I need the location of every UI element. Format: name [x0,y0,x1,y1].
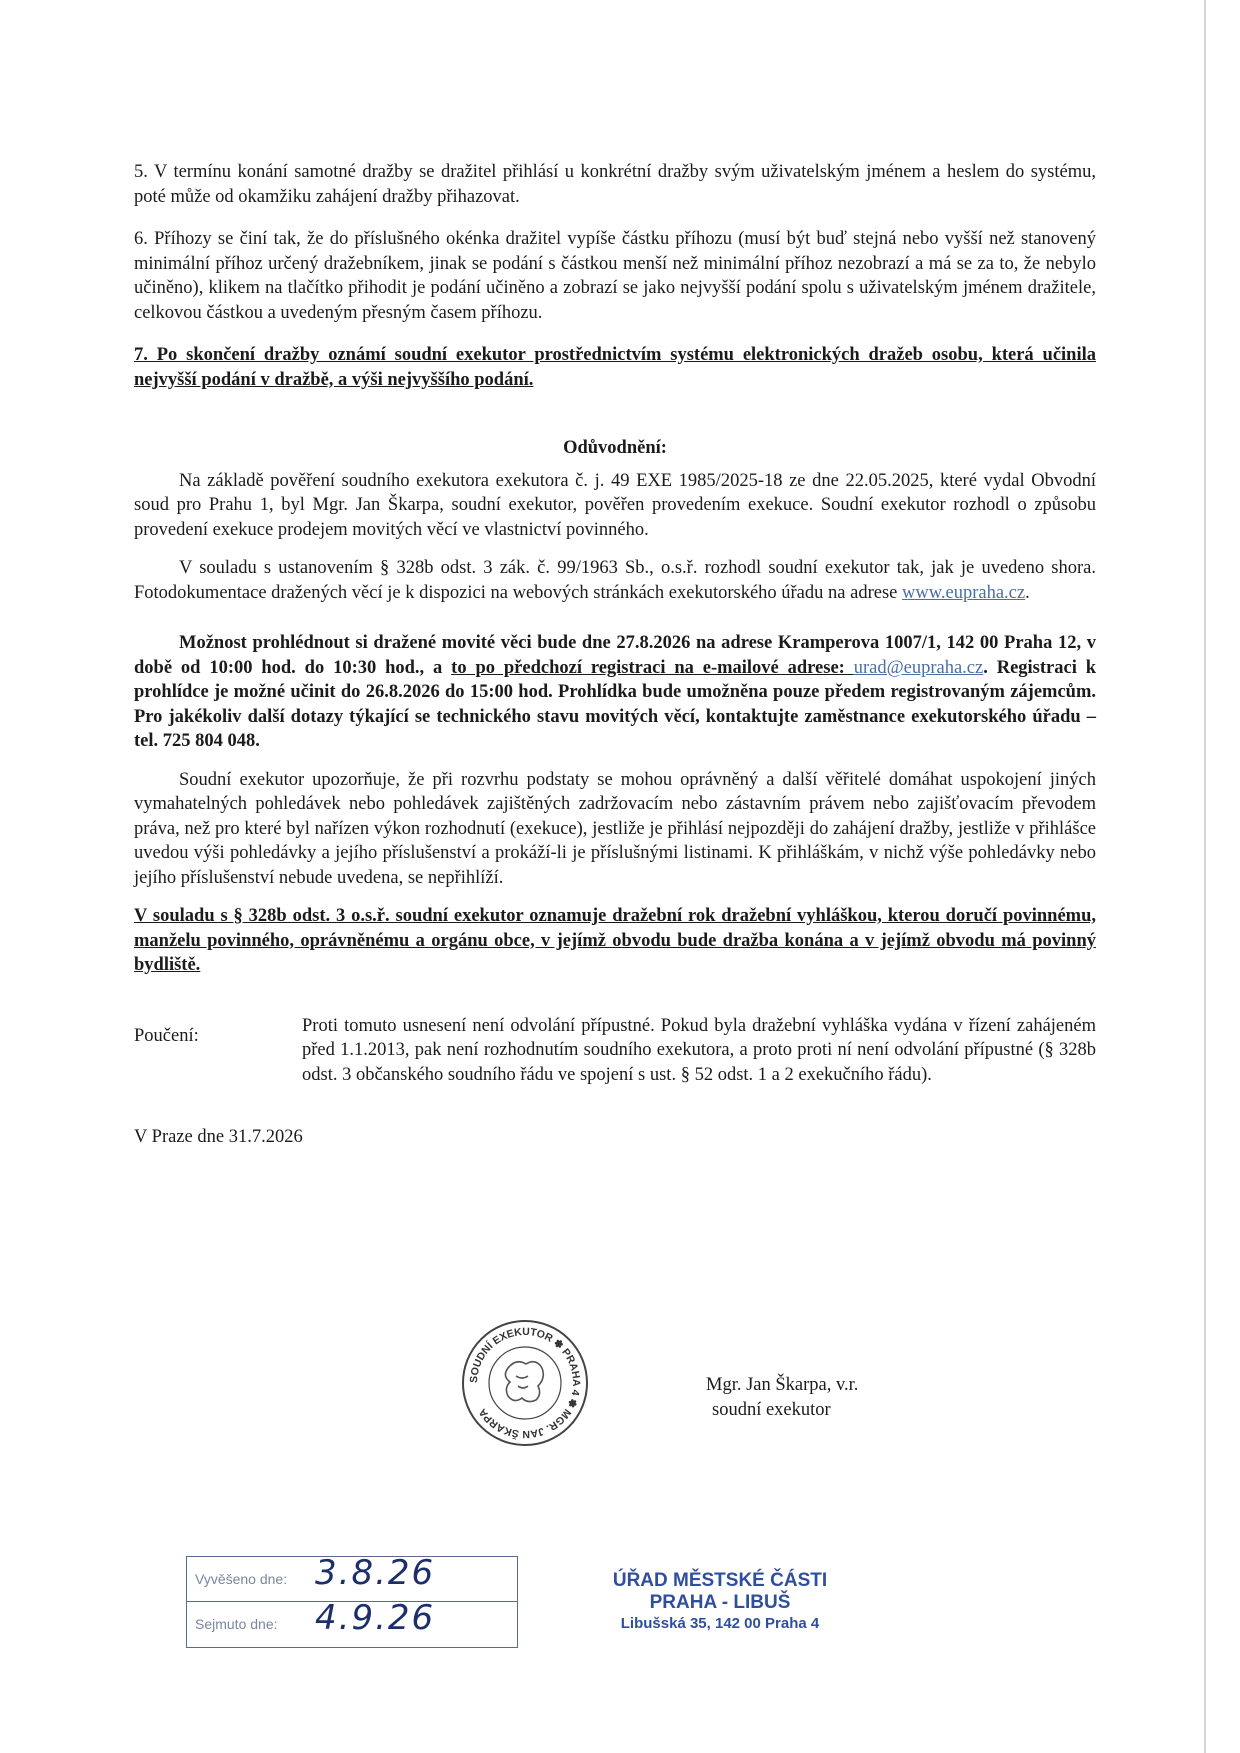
lion-emblem-icon [505,1362,543,1402]
posting-stamp [186,1553,518,1648]
creditors-paragraph: Soudní exekutor upozorňuje, že při rozvrhu podstaty se mohou oprávněný a další věřitelé domáhat uspokojení jiných vymahatelných pohledávek nebo pohledávek zajištěných zadržovacím nebo zástavním právem nebo zajišťovacím převodem práva, než pro které byl nařízen výkon rozhodnutí (exekuce), jestliže je přihlásí nejpozději do zahájení dražby, jestliže v přihlášce uvedou výši pohledávky a jejího příslušenství a prokáží-li je příslušnými listinami. K přihláškám, v nichž výše pohledávky nebo jejího příslušenství nebude uvedena, se nepřihlíží. [134,769,1096,888]
seal-text: SOUDNÍ EXEKUTOR ✽ PRAHA 4 ✽ MGR. JAN ŠKARPA [467,1325,583,1441]
website-link[interactable]: www.eupraha.cz [901,582,1026,603]
removed-date: 4.9.26 [315,1598,436,1638]
paragraph-7: 7. Po skončení dražby oznámí soudní exekutor prostřednictvím systému elektronických dražeb osobu, která učinila nejvyšší podání v dražbě, a výši nejvyššího podání. [134,345,1096,390]
inspection-paragraph [134,631,1096,754]
email-link[interactable]: urad@eupraha.cz [853,657,984,678]
inspection-text-c: . Registraci k prohlídce je možné učinit do 26.8.2026 do 15:00 hod. Prohlídka bude umožněna pouze předem registrovaným zájemcům. Pro jakékoliv další dotazy týkající se technického stavu movitých věcí, kontaktujte zaměstnance exekutorského úřadu – tel. 725 804 048. [134,657,1097,751]
instruction-label: Poučení: [134,1025,199,1046]
office-line-3: Libušská 35, 142 00 Praha 4 [620,1615,820,1632]
posted-date: 3.8.26 [315,1553,436,1593]
instruction-block [134,1014,1096,1088]
office-stamp [590,1570,850,1634]
document-body [134,160,1096,1150]
paragraph-5: 5. V termínu konání samotné dražby se dražitel přihlásí u konkrétní dražby svým uživatelským jménem a heslem do systému, poté může od okamžiku zahájení dražby přihazovat. [134,162,1096,207]
notice-paragraph: V souladu s § 328b odst. 3 o.s.ř. soudní exekutor oznamuje dražební rok dražební vyhláškou, kterou doručí povinnému, manželu povinného, oprávněnému a orgánu obce, v jejímž obvodu bude dražba konána a v jejímž obvodu má povinný bydliště. [134,906,1096,975]
reasoning-paragraph-2 [134,556,1096,605]
signatory-name: Mgr. Jan Škarpa, v.r. [706,1375,859,1395]
scan-edge-line [1204,0,1206,1753]
removed-row [187,1598,517,1646]
signatory-title: soudní exekutor [712,1399,831,1420]
reasoning-heading: Odůvodnění: [563,438,667,458]
instruction-text: Proti tomuto usnesení není odvolání přípustné. Pokud byla dražební vyhláška vydána v řízení zahájeném před 1.1.2013, pak není rozhodnutím soudního exekutora, a proto proti ní není odvolání přípustné (§ 328b odst. 3 občanského soudního řádu ve spojení s ust. § 52 odst. 1 a 2 exekučního řádu). [302,1015,1096,1085]
inspection-text-b: to po předchozí registraci na e-mailové adrese: [451,657,854,678]
posted-label: Vyvěšeno dne: [195,1571,288,1587]
official-seal [460,1318,590,1448]
removed-label: Sejmuto dne: [195,1616,278,1632]
reasoning-paragraph-1: Na základě pověření soudního exekutora exekutora č. j. 49 EXE 1985/2025-18 ze dne 22.05.2025, které vydal Obvodní soud pro Prahu 1, byl Mgr. Jan Škarpa, soudní exekutor, pověřen provedením exekuce. Soudní exekutor rozhodl o způsobu provedení exekuce prodejem movitých věcí ve vlastnictví povinného. [134,470,1096,540]
posted-row [187,1553,517,1602]
office-line-2: PRAHA - LIBUŠ [649,1592,791,1613]
svg-text:SOUDNÍ EXEKUTOR ✽ PRAHA 4 ✽ MG [468,1326,582,1441]
reasoning-paragraph-2-end: . [1025,582,1030,603]
inspection-text-a: Možnost prohlédnout si dražené movité věci bude dne 27.8.2026 na adrese Kramperova 1007/1, 142 00 Praha 12, v době od 10:00 hod. do 10:30 hod., a [134,633,1096,678]
paragraph-6: 6. Příhozy se činí tak, že do příslušného okénka dražitel vypíše částku příhozu (musí být buď stejná nebo vyšší než stanovený minimální příhoz určený dražebníkem, jinak se podání s částkou menší než minimální příhoz nezobrazí a má se za to, že nebylo učiněno), klikem na tlačítko přihodit je podání učiněno a zobrazí se jako nejvyšší podání spolu s uživatelským jménem dražitele, celkovou částkou a uvedeným přesným časem příhozu. [134,229,1096,323]
office-line-1: ÚŘAD MĚSTSKÉ ČÁSTI [612,1570,828,1591]
place-date: V Praze dne 31.7.2026 [134,1127,303,1147]
signature-block [706,1373,858,1422]
reasoning-paragraph-2-text: V souladu s ustanovením § 328b odst. 3 zák. č. 99/1963 Sb., o.s.ř. rozhodl soudní exekutor tak, jak je uvedeno shora. Fotodokumentace dražených věcí je k dispozici na webových stránkách exekutorského úřadu na adrese [134,558,1096,603]
